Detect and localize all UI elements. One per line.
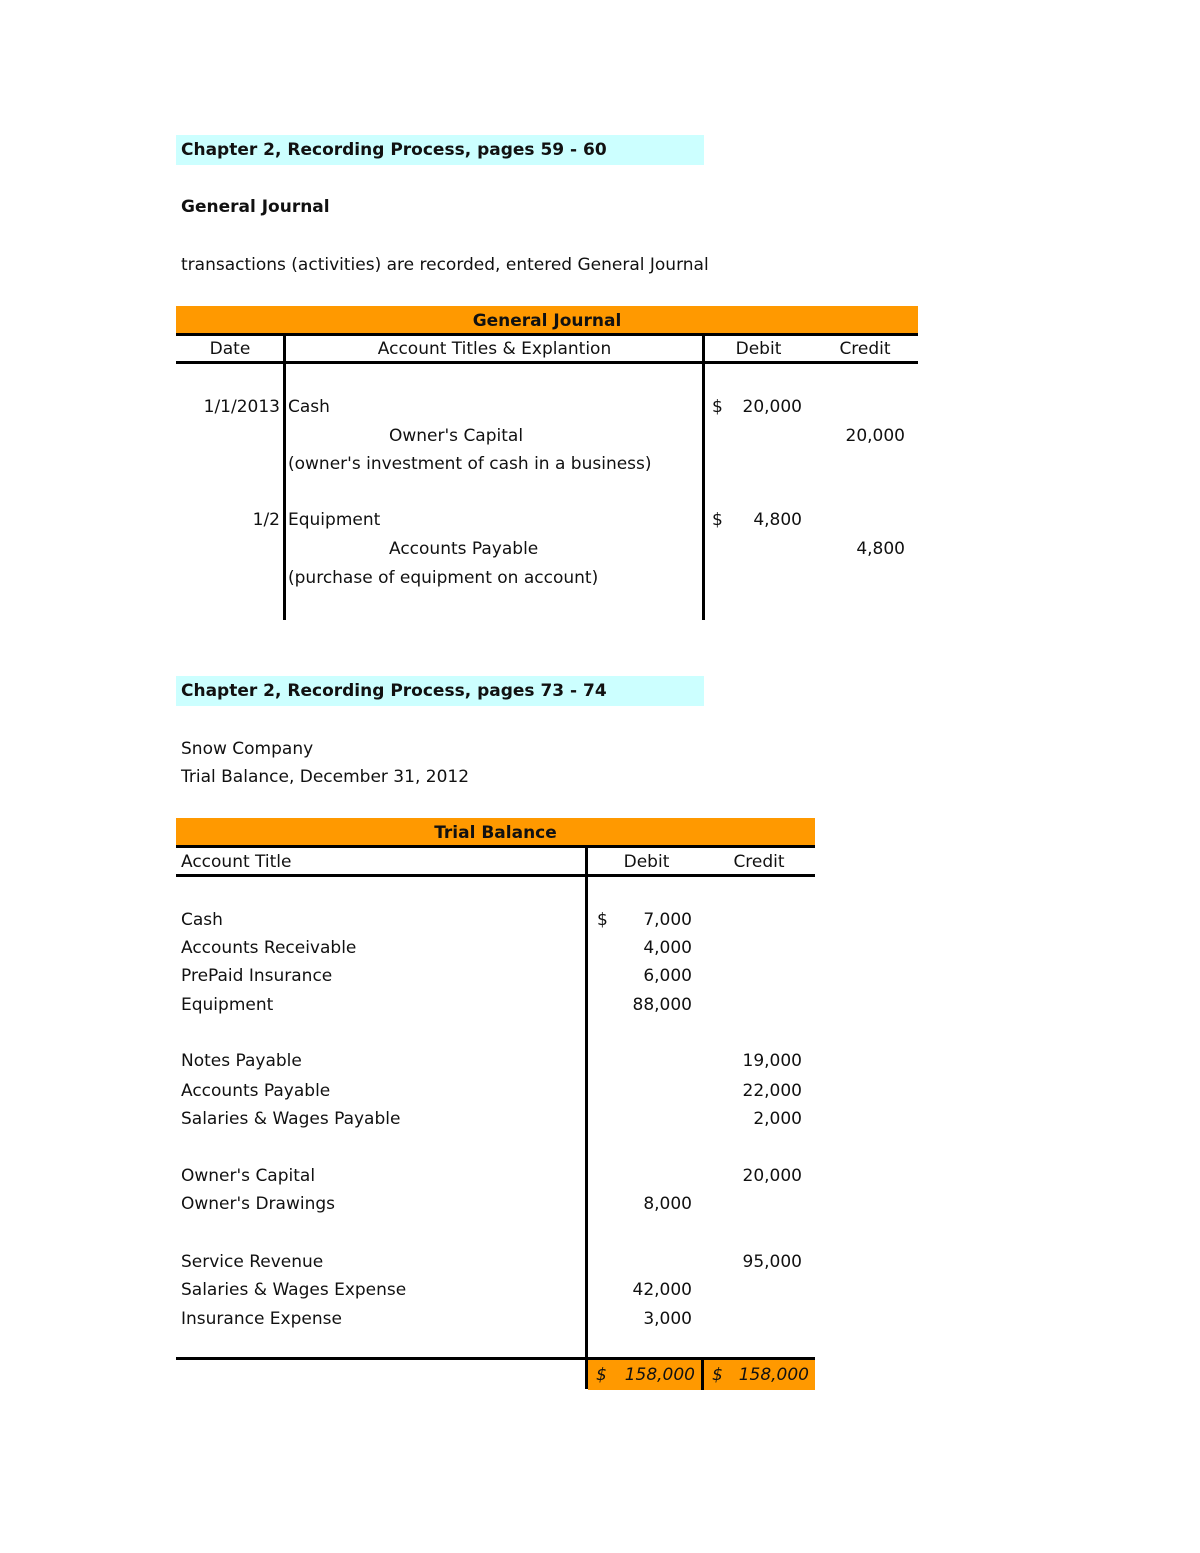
journal-entry-1-currency: $	[712, 397, 723, 417]
chapter-heading-1: Chapter 2, Recording Process, pages 59 - 60	[181, 140, 607, 160]
trial-balance-title-bar	[176, 818, 815, 846]
tb-col-account: Account Title	[181, 852, 292, 872]
tb-row-account: Owner's Capital	[181, 1166, 316, 1186]
journal-entry-2-credit-account: Accounts Payable	[389, 539, 539, 559]
journal-description: transactions (activities) are recorded, entered General Journal	[181, 255, 709, 275]
journal-entry-1-date: 1/1/2013	[203, 397, 280, 417]
tb-row-account: Service Revenue	[181, 1252, 324, 1272]
journal-title-bar	[176, 306, 918, 334]
tb-total-debit-cell	[588, 1360, 701, 1390]
journal-date-divider	[283, 334, 286, 620]
journal-entry-1-explanation: (owner's investment of cash in a business)	[288, 454, 652, 474]
tb-row-debit: 3,000	[643, 1309, 692, 1329]
journal-header-top-rule	[176, 333, 918, 336]
tb-header-top-rule	[176, 845, 815, 848]
company-name: Snow Company	[181, 739, 314, 759]
tb-total-credit-cell	[704, 1360, 815, 1390]
tb-row-credit: 19,000	[742, 1051, 802, 1071]
tb-row-debit: 6,000	[643, 966, 692, 986]
tb-row-account: Cash	[181, 910, 223, 930]
tb-total-credit: 158,000	[738, 1365, 809, 1385]
journal-entry-2-debit: 4,800	[753, 510, 802, 530]
tb-row-debit: 8,000	[643, 1194, 692, 1214]
tb-total-debit-currency: $	[596, 1365, 607, 1385]
tb-row-account: Insurance Expense	[181, 1309, 342, 1329]
journal-col-date: Date	[209, 339, 251, 359]
journal-title: General Journal	[472, 311, 622, 331]
journal-entry-1-credit: 20,000	[845, 426, 905, 446]
tb-row-credit: 20,000	[742, 1166, 802, 1186]
trial-balance-subtitle: Trial Balance, December 31, 2012	[181, 767, 470, 787]
journal-entry-2-date: 1/2	[252, 510, 280, 530]
journal-entry-1-debit-account: Cash	[288, 397, 330, 417]
tb-row-account: Accounts Payable	[181, 1081, 331, 1101]
tb-row-debit: 4,000	[643, 938, 692, 958]
tb-row-credit: 22,000	[742, 1081, 802, 1101]
tb-col-credit: Credit	[733, 852, 785, 872]
journal-col-credit: Credit	[839, 339, 891, 359]
general-journal-subheading: General Journal	[181, 197, 330, 217]
journal-entry-2-credit: 4,800	[856, 539, 905, 559]
tb-header-bottom-rule	[176, 874, 815, 877]
tb-account-divider	[585, 846, 588, 1389]
tb-col-debit: Debit	[623, 852, 670, 872]
tb-currency: $	[597, 910, 608, 930]
journal-entry-2-explanation: (purchase of equipment on account)	[288, 568, 599, 588]
tb-row-account: Salaries & Wages Payable	[181, 1109, 401, 1129]
journal-entry-1-credit-account: Owner's Capital	[389, 426, 524, 446]
tb-total-debit: 158,000	[624, 1365, 695, 1385]
tb-row-account: PrePaid Insurance	[181, 966, 333, 986]
chapter-heading-2: Chapter 2, Recording Process, pages 73 - 74	[181, 681, 607, 701]
tb-row-debit: 88,000	[632, 995, 692, 1015]
tb-row-credit: 95,000	[742, 1252, 802, 1272]
journal-entry-2-debit-account: Equipment	[288, 510, 381, 530]
chapter-banner-1	[176, 135, 704, 165]
trial-balance-title: Trial Balance	[434, 823, 557, 843]
journal-amount-divider	[702, 334, 705, 620]
journal-header-bottom-rule	[176, 361, 918, 364]
tb-total-credit-currency: $	[712, 1365, 723, 1385]
tb-row-account: Accounts Receivable	[181, 938, 357, 958]
journal-col-debit: Debit	[735, 339, 782, 359]
tb-row-account: Notes Payable	[181, 1051, 302, 1071]
journal-entry-2-currency: $	[712, 510, 723, 530]
journal-col-account: Account Titles & Explantion	[377, 339, 612, 359]
chapter-banner-2	[176, 676, 704, 706]
tb-row-debit: 42,000	[632, 1280, 692, 1300]
tb-row-account: Equipment	[181, 995, 274, 1015]
tb-row-account: Owner's Drawings	[181, 1194, 335, 1214]
tb-row-debit: 7,000	[643, 910, 692, 930]
tb-row-account: Salaries & Wages Expense	[181, 1280, 407, 1300]
journal-entry-1-debit: 20,000	[742, 397, 802, 417]
tb-row-credit: 2,000	[753, 1109, 802, 1129]
